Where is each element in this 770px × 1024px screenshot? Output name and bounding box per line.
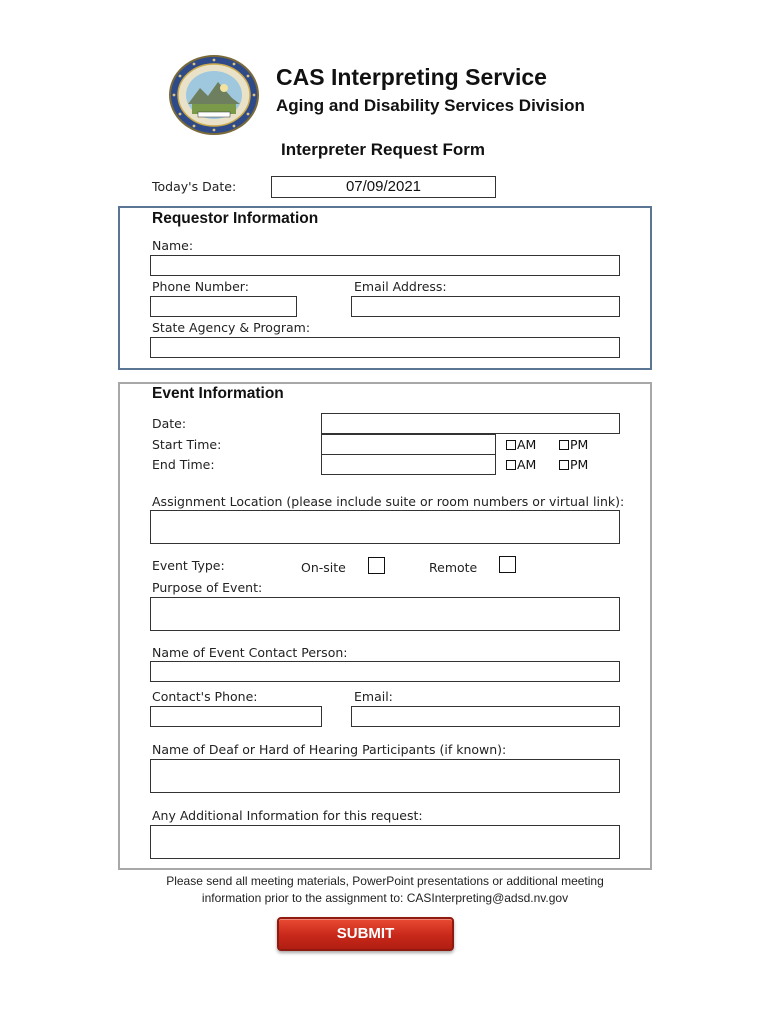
end-am-checkbox[interactable]: [506, 460, 516, 470]
onsite-checkbox[interactable]: [368, 557, 385, 574]
todays-date-value: 07/09/2021: [345, 178, 422, 195]
location-label: Assignment Location (please include suite or room numbers or virtual link):: [152, 494, 625, 509]
start-time-field[interactable]: [321, 434, 496, 455]
start-am-option[interactable]: AM: [506, 437, 536, 452]
remote-checkbox[interactable]: [499, 556, 516, 573]
todays-date-label: Today's Date:: [152, 179, 237, 194]
purpose-label: Purpose of Event:: [152, 580, 263, 595]
email-label: Email Address:: [354, 279, 447, 294]
event-title: Event Information: [152, 385, 284, 402]
todays-date-field[interactable]: [271, 176, 496, 198]
start-pm-checkbox[interactable]: [559, 440, 569, 450]
phone-label: Phone Number:: [152, 279, 249, 294]
additional-info-label: Any Additional Information for this request:: [152, 808, 423, 823]
participants-field[interactable]: [150, 759, 620, 793]
remote-label: Remote: [429, 560, 478, 575]
contact-phone-label: Contact's Phone:: [152, 689, 258, 704]
name-field[interactable]: [150, 255, 620, 276]
phone-field[interactable]: [150, 296, 297, 317]
form-title: Interpreter Request Form: [281, 140, 486, 159]
end-time-field[interactable]: [321, 454, 496, 475]
location-field[interactable]: [150, 510, 620, 544]
nevada-seal-logo: [168, 54, 260, 136]
agency-field[interactable]: [150, 337, 620, 358]
footer-note: [0, 873, 770, 907]
contact-email-label: Email:: [354, 689, 393, 704]
event-type-label: Event Type:: [152, 558, 225, 573]
additional-info-field[interactable]: [150, 825, 620, 859]
header-subtitle: Aging and Disability Services Division: [276, 96, 585, 115]
participants-label: Name of Deaf or Hard of Hearing Participants (if known):: [152, 742, 507, 757]
start-pm-option[interactable]: PM: [559, 437, 588, 452]
purpose-field[interactable]: [150, 597, 620, 631]
header-title: CAS Interpreting Service: [276, 64, 547, 90]
footer-note-line2: information prior to the assignment to: CASInterpreting@adsd.nv.gov: [201, 891, 569, 905]
contact-email-field[interactable]: [351, 706, 620, 727]
start-time-label: Start Time:: [152, 437, 222, 452]
start-am-checkbox[interactable]: [506, 440, 516, 450]
end-am-option[interactable]: AM: [506, 457, 536, 472]
end-pm-option[interactable]: PM: [559, 457, 588, 472]
contact-name-label: Name of Event Contact Person:: [152, 645, 348, 660]
event-date-field[interactable]: [321, 413, 620, 434]
contact-name-field[interactable]: [150, 661, 620, 682]
contact-phone-field[interactable]: [150, 706, 322, 727]
agency-label: State Agency & Program:: [152, 320, 311, 335]
footer-note-line1: Please send all meeting materials, PowerPoint presentations or additional meeting: [166, 874, 604, 888]
onsite-label: On-site: [301, 560, 346, 575]
event-date-label: Date:: [152, 416, 187, 431]
requestor-title: Requestor Information: [152, 210, 319, 227]
name-label: Name:: [152, 238, 194, 253]
end-pm-checkbox[interactable]: [559, 460, 569, 470]
end-time-label: End Time:: [152, 457, 215, 472]
email-field[interactable]: [351, 296, 620, 317]
submit-label: SUBMIT: [336, 925, 395, 942]
submit-button[interactable]: [277, 917, 454, 951]
